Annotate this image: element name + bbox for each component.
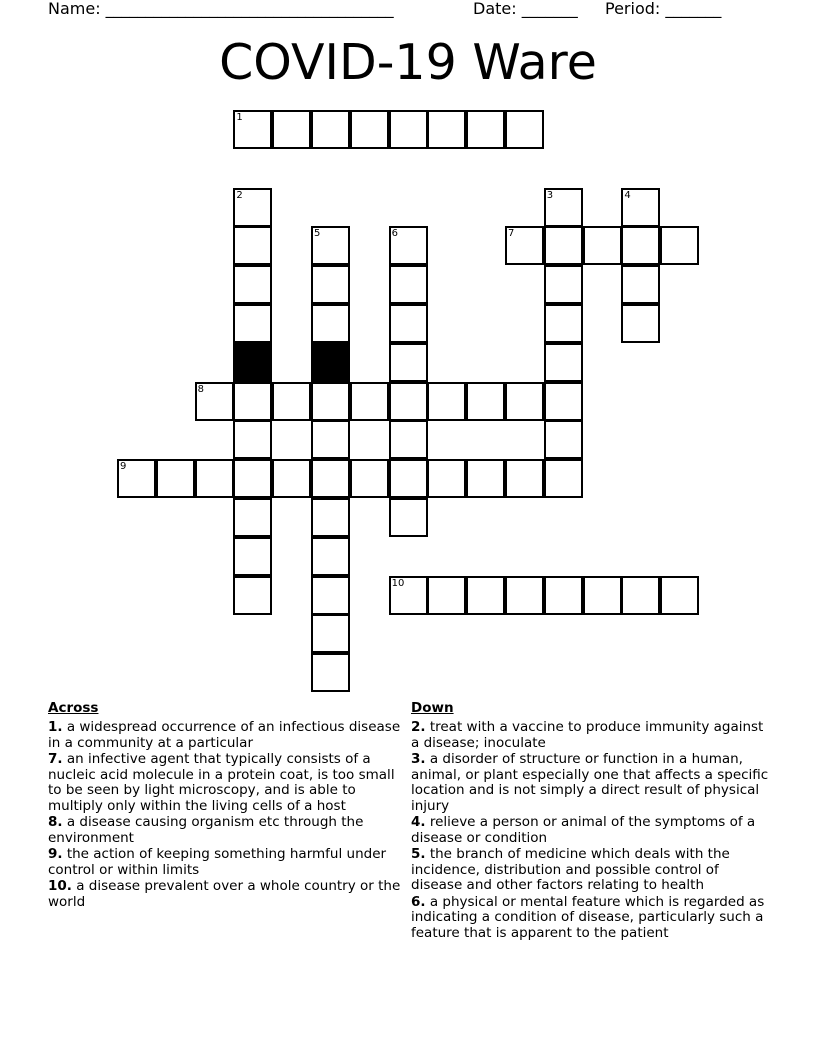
down-clue	[411, 720, 771, 751]
grid-cell[interactable]	[389, 265, 428, 304]
clue-text: a disease causing organism etc through the environment	[48, 814, 364, 846]
grid-cell[interactable]	[389, 226, 428, 265]
grid-cell[interactable]	[544, 459, 583, 498]
grid-cell[interactable]	[583, 226, 622, 265]
grid-cell[interactable]	[311, 459, 350, 498]
grid-cell[interactable]	[544, 420, 583, 459]
grid-cell[interactable]	[621, 188, 660, 227]
clue-label: 9.	[48, 846, 63, 862]
grid-cell[interactable]	[466, 459, 505, 498]
grid-cell[interactable]	[389, 110, 428, 149]
grid-cell[interactable]	[544, 343, 583, 382]
down-clue-list	[411, 720, 771, 941]
period-field[interactable]: Period: _______	[605, 0, 722, 18]
clue-text: a physical or mental feature which is regarded as indicating a condition of disease, particularly such a feature that is apparent to the patient	[411, 893, 765, 941]
grid-cell[interactable]	[350, 382, 389, 421]
grid-cell[interactable]	[621, 304, 660, 343]
grid-cell[interactable]	[311, 265, 350, 304]
grid-cell[interactable]	[311, 304, 350, 343]
across-heading: Across	[48, 700, 99, 716]
grid-cell[interactable]	[544, 576, 583, 615]
grid-cell[interactable]	[505, 226, 544, 265]
clue-number: 9	[120, 461, 127, 473]
grid-cell[interactable]	[311, 382, 350, 421]
grid-cell[interactable]	[233, 576, 272, 615]
clue-text: the action of keeping something harmful under control or within limits	[48, 846, 387, 878]
grid-cell[interactable]	[311, 537, 350, 576]
clue-number: 4	[624, 189, 631, 201]
grid-cell[interactable]	[389, 343, 428, 382]
grid-cell[interactable]	[427, 382, 466, 421]
grid-cell[interactable]	[272, 110, 311, 149]
grid-cell[interactable]	[389, 304, 428, 343]
clue-label: 4.	[411, 814, 426, 830]
clue-label: 7.	[48, 751, 63, 767]
grid-cell[interactable]	[505, 576, 544, 615]
clue-label: 1.	[48, 719, 63, 735]
grid-cell[interactable]	[311, 498, 350, 537]
grid-cell[interactable]	[466, 382, 505, 421]
grid-cell[interactable]	[311, 420, 350, 459]
clue-number: 2	[236, 189, 243, 201]
grid-cell[interactable]	[195, 459, 234, 498]
clue-label: 3.	[411, 751, 426, 767]
grid-cell[interactable]	[660, 576, 699, 615]
down-clue	[411, 895, 771, 942]
across-clues	[48, 700, 408, 911]
grid-cell[interactable]	[350, 110, 389, 149]
grid-cell[interactable]	[156, 459, 195, 498]
black-cell	[233, 343, 272, 382]
grid-cell[interactable]	[583, 576, 622, 615]
clue-text: a disorder of structure or function in a human, animal, or plant especially one that affects a specific location and is not simply a direct result of physical injury	[411, 751, 769, 814]
grid-cell[interactable]	[427, 576, 466, 615]
grid-cell[interactable]	[544, 265, 583, 304]
grid-cell[interactable]	[621, 576, 660, 615]
grid-cell[interactable]	[195, 382, 234, 421]
clue-label: 8.	[48, 814, 63, 830]
black-cell	[311, 343, 350, 382]
grid-cell[interactable]	[272, 382, 311, 421]
grid-cell[interactable]	[311, 110, 350, 149]
grid-cell[interactable]	[466, 576, 505, 615]
clue-number: 3	[546, 189, 554, 201]
clue-text: relieve a person or animal of the symptoms of a disease or condition	[411, 814, 756, 846]
grid-cell[interactable]	[660, 226, 699, 265]
grid-cell[interactable]	[233, 304, 272, 343]
down-clue	[411, 752, 771, 814]
clue-label: 2.	[411, 719, 426, 735]
grid-cell[interactable]	[233, 265, 272, 304]
grid-cell[interactable]	[427, 459, 466, 498]
grid-cell[interactable]	[544, 304, 583, 343]
clue-text: a disease prevalent over a whole country or the world	[48, 878, 401, 910]
clue-label: 6.	[411, 893, 426, 910]
grid-cell[interactable]	[233, 382, 272, 421]
grid-cell[interactable]	[544, 226, 583, 265]
across-clue	[48, 720, 408, 751]
grid-cell[interactable]	[311, 614, 350, 653]
grid-cell[interactable]	[544, 382, 583, 421]
grid-cell[interactable]	[233, 459, 272, 498]
grid-cell[interactable]	[389, 498, 428, 537]
grid-cell[interactable]	[117, 459, 156, 498]
grid-cell[interactable]	[505, 110, 544, 149]
grid-cell[interactable]	[505, 459, 544, 498]
grid-cell[interactable]	[233, 226, 272, 265]
clue-text: treat with a vaccine to produce immunity against a disease; inoculate	[411, 719, 764, 751]
grid-cell[interactable]	[544, 188, 583, 227]
clue-text: a widespread occurrence of an infectious disease in a community at a particular	[48, 719, 401, 751]
grid-cell[interactable]	[233, 188, 272, 227]
across-clue	[48, 752, 408, 814]
grid-cell[interactable]	[233, 498, 272, 537]
clue-number: 1	[236, 112, 243, 123]
grid-cell[interactable]	[505, 382, 544, 421]
clue-number: 10	[391, 577, 405, 589]
name-field[interactable]: Name: ____________________________________	[48, 0, 394, 18]
grid-cell[interactable]	[389, 382, 428, 421]
clue-text: an infective agent that typically consists of a nucleic acid molecule in a protein coat, is too small to be seen by light microscopy, and is able to multiply only within the living cells of a host	[48, 751, 395, 814]
across-clue-list	[48, 720, 408, 910]
grid-cell[interactable]	[427, 110, 466, 149]
grid-cell[interactable]	[621, 265, 660, 304]
grid-cell[interactable]	[350, 459, 389, 498]
grid-cell[interactable]	[389, 420, 428, 459]
clue-label: 10.	[48, 878, 72, 894]
down-heading: Down	[411, 700, 454, 716]
grid-cell[interactable]	[272, 459, 311, 498]
grid-cell[interactable]	[311, 653, 350, 692]
grid-cell[interactable]	[466, 110, 505, 149]
page-title: COVID-19 Ware	[219, 34, 597, 91]
clue-number: 8	[197, 383, 204, 395]
grid-cell[interactable]	[389, 576, 428, 615]
grid-cell[interactable]	[233, 110, 272, 149]
grid-cell[interactable]	[311, 226, 350, 265]
across-clue	[48, 879, 408, 910]
clue-number: 6	[391, 228, 398, 240]
down-clue	[411, 815, 771, 846]
grid-cell[interactable]	[389, 459, 428, 498]
down-clue	[411, 847, 771, 894]
clue-label: 5.	[411, 846, 426, 862]
date-field[interactable]: Date: _______	[473, 0, 578, 18]
clue-number: 5	[314, 228, 321, 240]
across-clue	[48, 815, 408, 846]
clue-text: the branch of medicine which deals with the incidence, distribution and possible control of disease and other factors relating to health	[411, 846, 730, 893]
grid-cell[interactable]	[233, 420, 272, 459]
clue-number: 7	[508, 228, 515, 240]
grid-cell[interactable]	[621, 226, 660, 265]
down-clues	[411, 700, 771, 942]
across-clue	[48, 847, 408, 878]
grid-cell[interactable]	[311, 576, 350, 615]
grid-cell[interactable]	[233, 537, 272, 576]
